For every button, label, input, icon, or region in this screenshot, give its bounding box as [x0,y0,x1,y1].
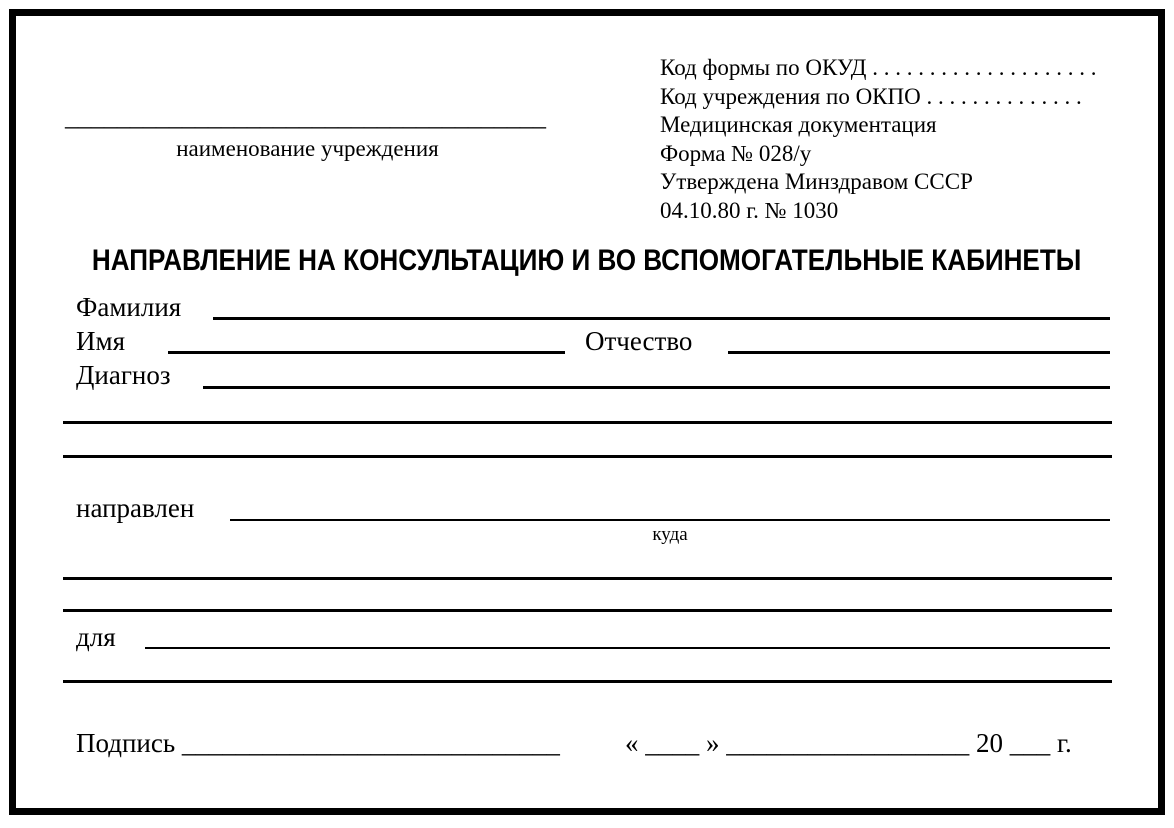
date-century: 20 [976,728,1003,758]
title-row [0,244,1174,278]
date-quote-close: » [706,728,720,758]
for-label: для [76,622,116,652]
codes-block [660,54,1130,226]
firstname-field-line [168,351,565,354]
directed-field-line [230,519,1110,521]
diagnosis-field-line [203,386,1110,389]
code-okud-line: Код формы по ОКУД . . . . . . . . . . . . . . . . . . . . [660,55,1097,80]
approved-by-line: Утверждена Минздравом СССР [660,169,973,195]
for-continuation-line [63,680,1112,683]
patronymic-label: Отчество [585,326,693,356]
institution-blank-line: _____________________________________ [65,102,546,131]
date-year-blank: ___ [1009,728,1051,758]
diagnosis-label: Диагноз [76,360,171,390]
date-month-blank: __________________ [726,728,970,758]
firstname-label: Имя [76,326,126,356]
signature-blank-line: ____________________________ [181,728,560,758]
directed-continuation-line-1 [63,577,1112,580]
diagnosis-continuation-line-1 [63,421,1112,424]
date-quote-open: « [625,728,639,758]
directed-label: направлен [76,493,195,523]
patronymic-field-line [728,351,1110,354]
institution-caption: наименование учреждения [176,136,439,161]
date-year-suffix: г. [1057,728,1072,758]
date-day-blank: ____ [645,728,700,758]
surname-field-line [213,317,1110,320]
date-row [625,727,1072,759]
doc-type-line: Медицинская документация [660,112,937,138]
signature-row [76,727,560,759]
diagnosis-continuation-line-2 [63,455,1112,458]
signature-label: Подпись [76,728,176,758]
approval-date-line: 04.10.80 г. № 1030 [660,197,839,223]
directed-hint: куда [652,524,688,545]
directed-continuation-line-2 [63,609,1112,612]
form-number-line: Форма № 028/у [660,140,812,166]
code-okpo-line: Код учреждения по ОКПО . . . . . . . . . . . . . . [660,83,1082,109]
surname-label: Фамилия [76,292,182,322]
form-title: НАПРАВЛЕНИЕ НА КОНСУЛЬТАЦИЮ И ВО ВСПОМОГАТЕЛЬНЫЕ КАБИНЕТЫ [92,244,1082,277]
for-field-line [145,647,1110,649]
